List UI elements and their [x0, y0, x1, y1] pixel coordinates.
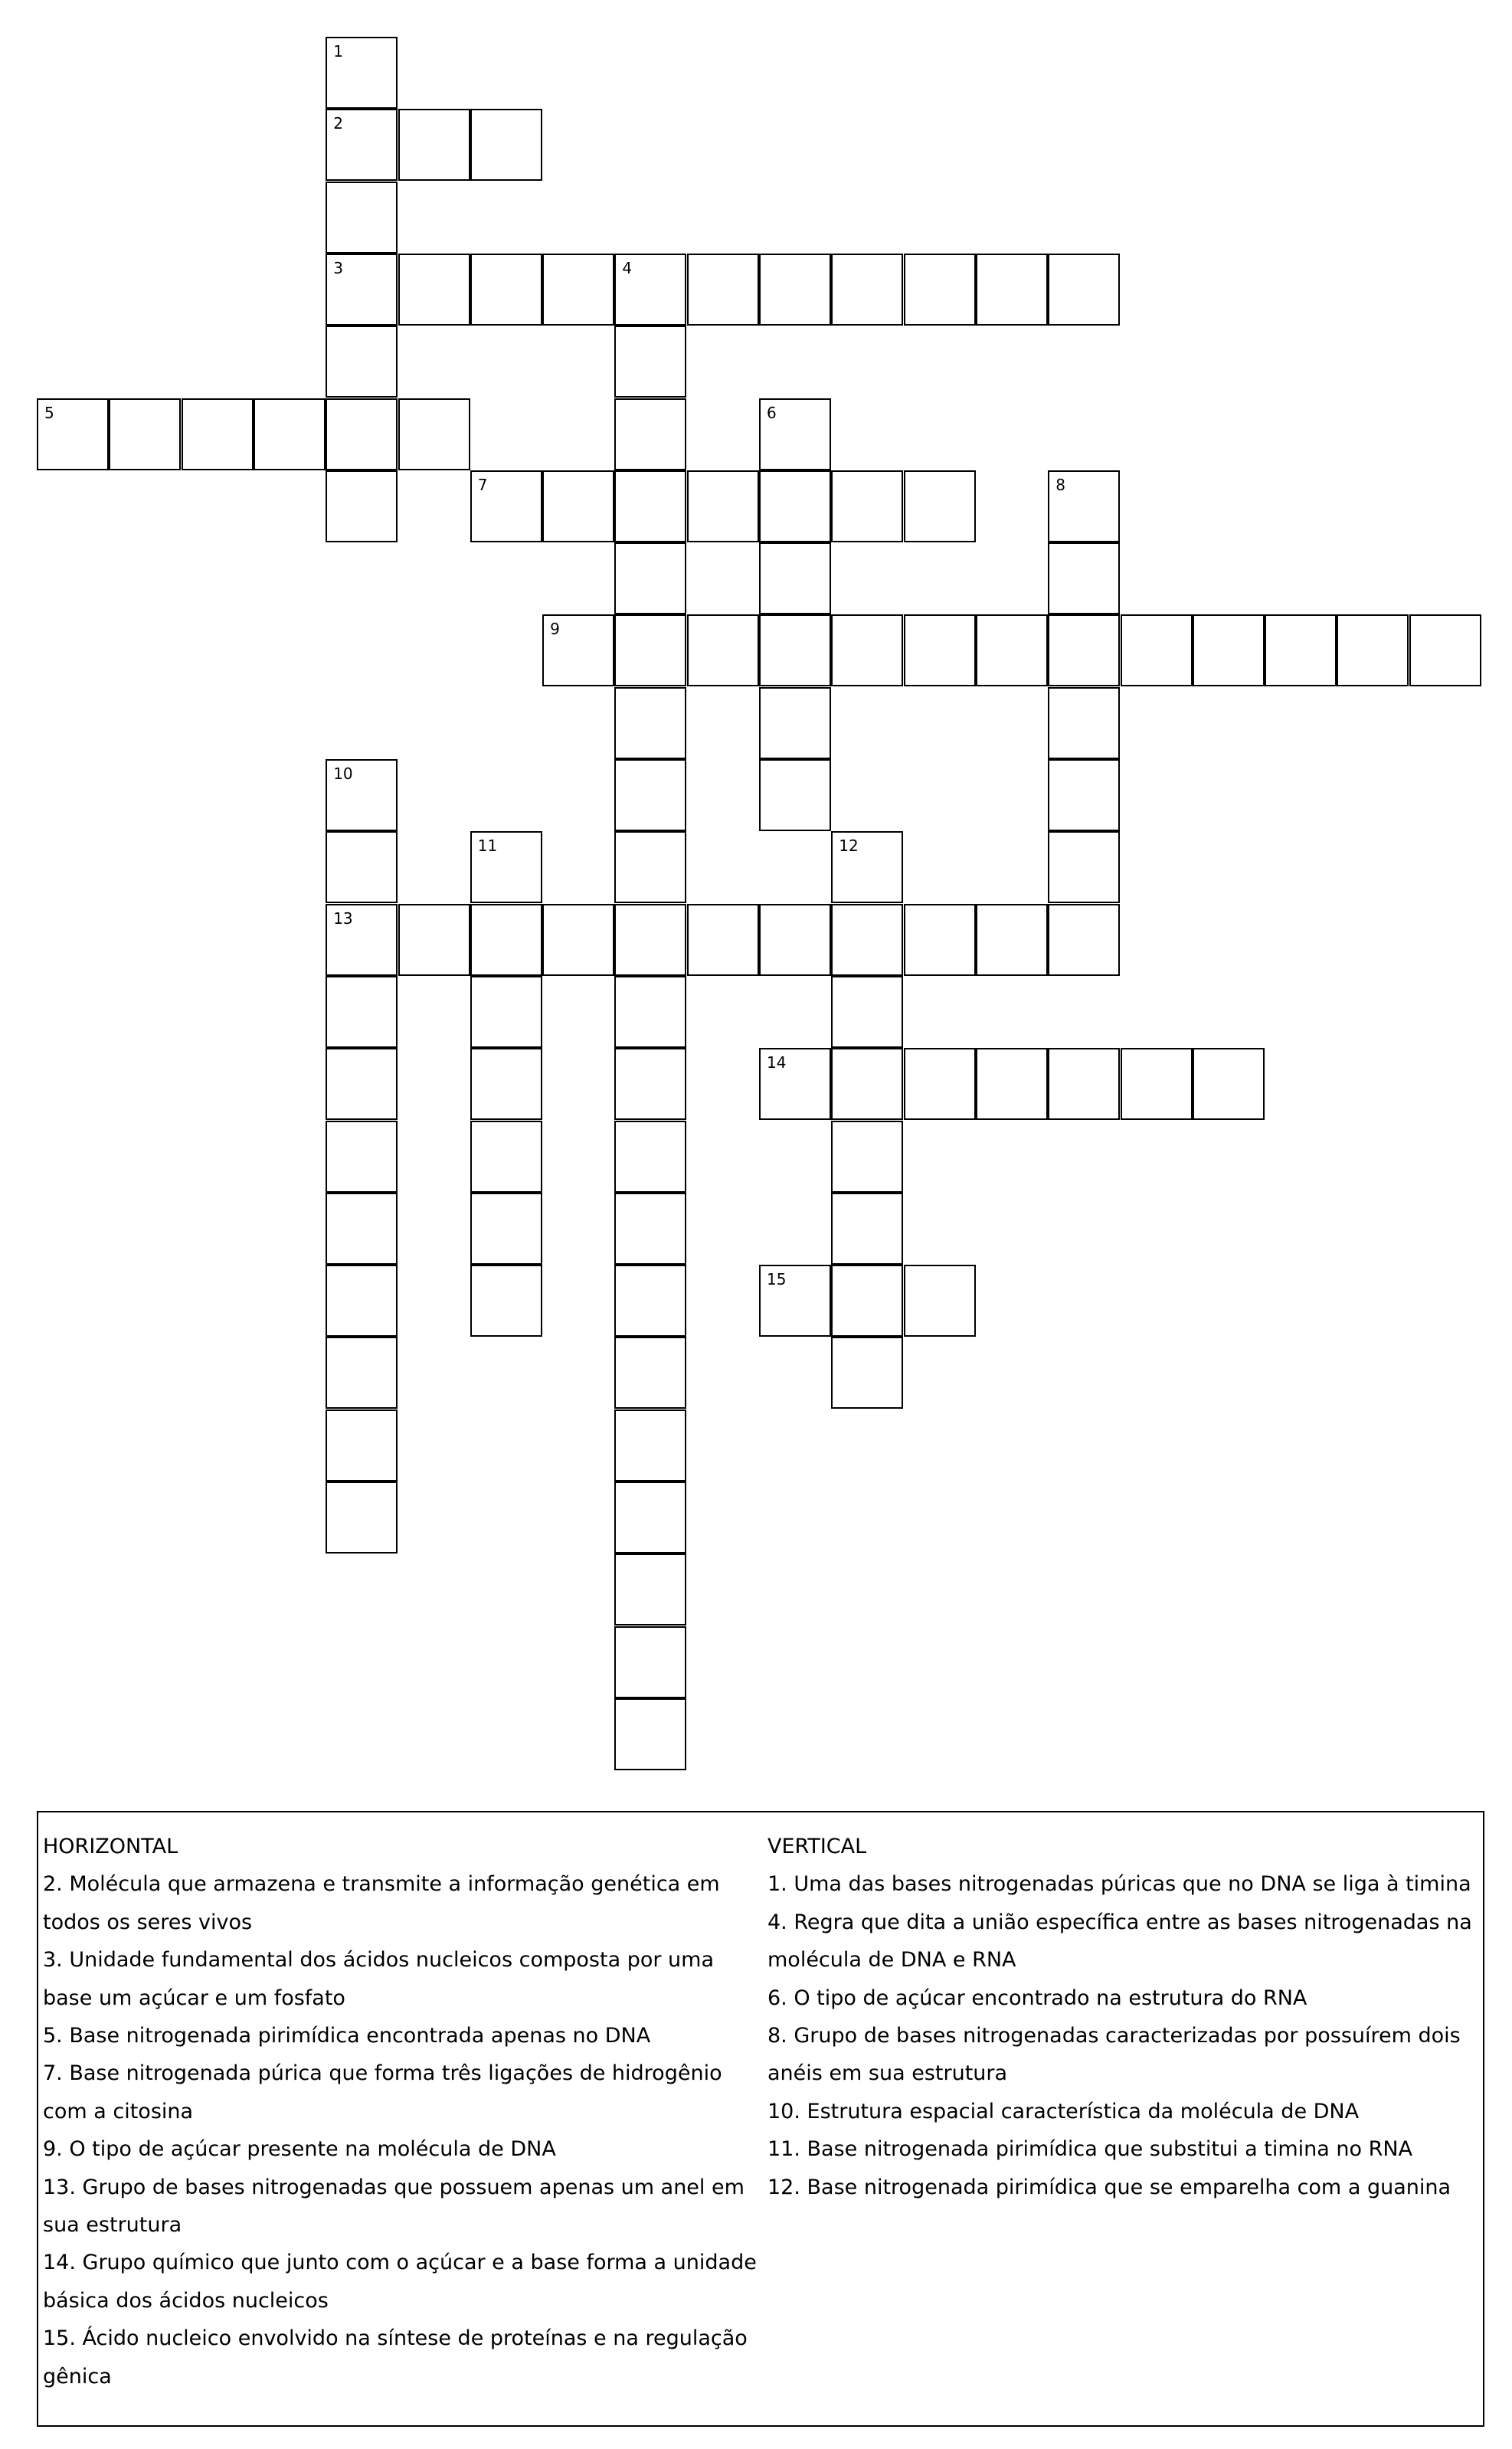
- horizontal-clues: [43, 1828, 763, 2395]
- clue-number: 2: [333, 114, 343, 133]
- crossword-cell[interactable]: [326, 976, 398, 1048]
- crossword-cell[interactable]: [470, 470, 542, 542]
- crossword-cell[interactable]: [614, 1193, 686, 1265]
- crossword-cell[interactable]: [1048, 687, 1120, 759]
- crossword-cell[interactable]: [398, 904, 470, 976]
- crossword-cell[interactable]: [326, 470, 398, 542]
- clue-down-4: 4. Regra que dita a união específica entre as bases nitrogenadas na molécula de DNA e RNA: [767, 1910, 1472, 1973]
- crossword-cell[interactable]: [904, 254, 976, 326]
- vertical-clues: [767, 1828, 1480, 2206]
- clue-number: 3: [333, 258, 343, 277]
- crossword-cell[interactable]: [831, 470, 903, 542]
- clue-across-2: 2. Molécula que armazena e transmite a informação genética em todos os seres vivos: [43, 1872, 720, 1934]
- crossword-cell[interactable]: [687, 904, 759, 976]
- crossword-cell[interactable]: [614, 1337, 686, 1409]
- crossword-cell[interactable]: [398, 254, 470, 326]
- crossword-cell[interactable]: [759, 904, 831, 976]
- clue-number: 13: [333, 909, 353, 928]
- crossword-cell[interactable]: [1048, 904, 1120, 976]
- crossword-cell[interactable]: [687, 614, 759, 686]
- crossword-cell[interactable]: [831, 1337, 903, 1409]
- crossword-cell[interactable]: [109, 398, 181, 470]
- crossword-cell[interactable]: [326, 37, 398, 109]
- crossword-cell[interactable]: [1409, 614, 1481, 686]
- crossword-cell[interactable]: [326, 1482, 398, 1554]
- crossword-cell[interactable]: [182, 398, 254, 470]
- crossword-cell[interactable]: [326, 398, 398, 470]
- crossword-cell[interactable]: [759, 254, 831, 326]
- clue-down-10: 10. Estrutura espacial característica da molécula de DNA: [767, 2099, 1360, 2123]
- crossword-cell[interactable]: [326, 904, 398, 976]
- crossword-cell[interactable]: [614, 904, 686, 976]
- crossword-cell[interactable]: [326, 831, 398, 903]
- crossword-cell[interactable]: [904, 1048, 976, 1120]
- crossword-cell[interactable]: [614, 1265, 686, 1337]
- crossword-cell[interactable]: [470, 831, 542, 903]
- crossword-cell[interactable]: [1193, 614, 1265, 686]
- crossword-cell[interactable]: [326, 1193, 398, 1265]
- crossword-cell[interactable]: [759, 687, 831, 759]
- crossword-cell[interactable]: [831, 904, 903, 976]
- crossword-cell[interactable]: [326, 759, 398, 831]
- clue-across-15: 15. Ácido nucleico envolvido na síntese de proteínas e na regulação gênica: [43, 2326, 748, 2388]
- crossword-cell[interactable]: [614, 687, 686, 759]
- clue-number: 4: [622, 258, 633, 277]
- crossword-cell[interactable]: [614, 1482, 686, 1554]
- crossword-cell[interactable]: [759, 470, 831, 542]
- crossword-cell[interactable]: [1337, 614, 1409, 686]
- clue-down-6: 6. O tipo de açúcar encontrado na estrutura do RNA: [767, 1986, 1307, 2010]
- crossword-cell[interactable]: [614, 614, 686, 686]
- crossword-cell[interactable]: [614, 542, 686, 614]
- crossword-cell[interactable]: [542, 254, 614, 326]
- crossword-cell[interactable]: [470, 1265, 542, 1337]
- clue-across-13: 13. Grupo de bases nitrogenadas que possuem apenas um anel em sua estrutura: [43, 2175, 745, 2238]
- clue-number: 12: [839, 837, 859, 856]
- crossword-cell[interactable]: [542, 470, 614, 542]
- crossword-cell[interactable]: [326, 326, 398, 398]
- crossword-cell[interactable]: [1048, 1048, 1120, 1120]
- crossword-cell[interactable]: [326, 109, 398, 181]
- crossword-cell[interactable]: [614, 470, 686, 542]
- crossword-cell[interactable]: [470, 109, 542, 181]
- crossword-cell[interactable]: [976, 1048, 1048, 1120]
- crossword-cell[interactable]: [831, 1265, 903, 1337]
- clue-number: 9: [550, 620, 560, 639]
- clues-box: [37, 1811, 1484, 2427]
- crossword-cell[interactable]: [831, 831, 903, 903]
- crossword-cell[interactable]: [1121, 614, 1193, 686]
- crossword-cell[interactable]: [614, 1554, 686, 1626]
- clue-across-3: 3. Unidade fundamental dos ácidos nucleicos composta por uma base um açúcar e um fosfato: [43, 1948, 714, 2010]
- clue-down-12: 12. Base nitrogenada pirimídica que se emparelha com a guanina: [767, 2175, 1451, 2199]
- clue-number: 6: [767, 403, 777, 422]
- crossword-cell[interactable]: [326, 182, 398, 254]
- crossword-cell[interactable]: [614, 976, 686, 1048]
- crossword-cell[interactable]: [470, 904, 542, 976]
- clue-down-1: 1. Uma das bases nitrogenadas púricas que no DNA se liga à timina: [767, 1872, 1471, 1897]
- crossword-cell[interactable]: [831, 254, 903, 326]
- crossword-cell[interactable]: [1193, 1048, 1265, 1120]
- crossword-cell[interactable]: [976, 904, 1048, 976]
- crossword-cell[interactable]: [831, 1121, 903, 1193]
- crossword-cell[interactable]: [470, 254, 542, 326]
- clue-number: 5: [44, 403, 54, 422]
- crossword-cell[interactable]: [1048, 831, 1120, 903]
- clue-down-11: 11. Base nitrogenada pirimídica que substitui a timina no RNA: [767, 2137, 1413, 2162]
- crossword-cell[interactable]: [398, 109, 470, 181]
- crossword-cell[interactable]: [831, 614, 903, 686]
- crossword-cell[interactable]: [326, 254, 398, 326]
- crossword-cell[interactable]: [614, 831, 686, 903]
- crossword-cell[interactable]: [470, 1121, 542, 1193]
- clue-across-7: 7. Base nitrogenada púrica que forma três ligações de hidrogênio com a citosina: [43, 2061, 722, 2123]
- clue-number: 1: [333, 42, 343, 61]
- crossword-cell[interactable]: [1048, 254, 1120, 326]
- crossword-cell[interactable]: [976, 254, 1048, 326]
- crossword-cell[interactable]: [759, 759, 831, 831]
- crossword-cell[interactable]: [687, 470, 759, 542]
- crossword-cell[interactable]: [614, 326, 686, 398]
- crossword-cell[interactable]: [1048, 759, 1120, 831]
- crossword-cell[interactable]: [542, 614, 614, 686]
- crossword-cell[interactable]: [614, 398, 686, 470]
- crossword-cell[interactable]: [904, 470, 976, 542]
- clue-number: 15: [767, 1270, 787, 1289]
- crossword-cell[interactable]: [831, 1048, 903, 1120]
- clue-number: 10: [333, 764, 353, 783]
- crossword-cell[interactable]: [1048, 542, 1120, 614]
- crossword-cell[interactable]: [326, 1337, 398, 1409]
- vertical-heading: VERTICAL: [767, 1835, 867, 1858]
- clue-down-8: 8. Grupo de bases nitrogenadas caracterizadas por possuírem dois anéis em sua estrutura: [767, 2024, 1461, 2086]
- crossword-cell[interactable]: [326, 1409, 398, 1482]
- crossword-cell[interactable]: [614, 1626, 686, 1698]
- crossword-cell[interactable]: [254, 398, 326, 470]
- clue-number: 7: [477, 475, 488, 494]
- crossword-cell[interactable]: [904, 904, 976, 976]
- crossword-cell[interactable]: [326, 1121, 398, 1193]
- crossword-cell[interactable]: [398, 398, 470, 470]
- crossword-cell[interactable]: [759, 1265, 831, 1337]
- crossword-cell[interactable]: [37, 398, 109, 470]
- clue-number: 11: [477, 837, 498, 856]
- crossword-cell[interactable]: [759, 1048, 831, 1120]
- crossword-cell[interactable]: [831, 976, 903, 1048]
- crossword-cell[interactable]: [759, 542, 831, 614]
- crossword-cell[interactable]: [614, 254, 686, 326]
- crossword-cell[interactable]: [1265, 614, 1337, 686]
- crossword-cell[interactable]: [904, 614, 976, 686]
- crossword-cell[interactable]: [904, 1265, 976, 1337]
- crossword-cell[interactable]: [1048, 614, 1120, 686]
- clue-across-14: 14. Grupo químico que junto com o açúcar e a base forma a unidade básica dos ácidos nucleicos: [43, 2251, 757, 2313]
- crossword-cell[interactable]: [326, 1048, 398, 1120]
- crossword-cell[interactable]: [831, 1193, 903, 1265]
- clue-across-9: 9. O tipo de açúcar presente na molécula de DNA: [43, 2137, 556, 2162]
- clue-across-5: 5. Base nitrogenada pirimídica encontrada apenas no DNA: [43, 2024, 651, 2048]
- crossword-cell[interactable]: [542, 904, 614, 976]
- crossword-cell[interactable]: [470, 1193, 542, 1265]
- crossword-cell[interactable]: [759, 398, 831, 470]
- crossword-cell[interactable]: [614, 1698, 686, 1770]
- crossword-cell[interactable]: [614, 1121, 686, 1193]
- crossword-cell[interactable]: [687, 254, 759, 326]
- crossword-cell[interactable]: [614, 1048, 686, 1120]
- crossword-cell[interactable]: [470, 976, 542, 1048]
- crossword-cell[interactable]: [326, 1265, 398, 1337]
- clue-number: 14: [767, 1053, 787, 1072]
- crossword-cell[interactable]: [759, 614, 831, 686]
- crossword-cell[interactable]: [614, 759, 686, 831]
- crossword-cell[interactable]: [976, 614, 1048, 686]
- crossword-cell[interactable]: [614, 1409, 686, 1482]
- crossword-cell[interactable]: [470, 1048, 542, 1120]
- clue-number: 8: [1055, 475, 1065, 494]
- crossword-cell[interactable]: [1121, 1048, 1193, 1120]
- horizontal-heading: HORIZONTAL: [43, 1835, 178, 1858]
- crossword-cell[interactable]: [1048, 470, 1120, 542]
